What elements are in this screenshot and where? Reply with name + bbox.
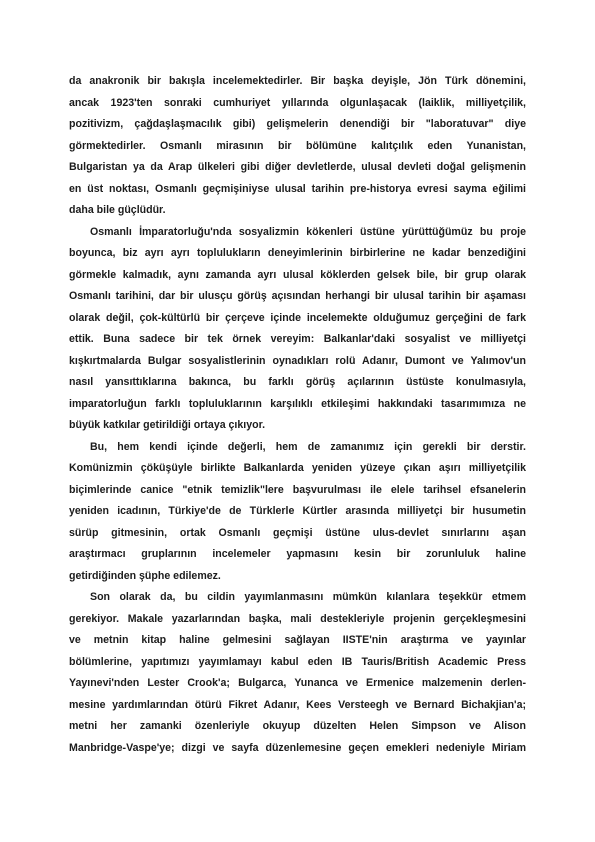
text-line: boyunca, biz ayrı ayrı toplulukların deneyimlerinin birbirlerine ne kadar benzediğini bbox=[69, 247, 526, 259]
text-line: ve metnin kitap haline gelmesini sağlayan IISTE'nin araştırma ve yayınlar bbox=[69, 634, 526, 646]
text-line: yeniden icadının, Türkiye'de de Türklerle Kürtler arasında milliyetçi bir husumetin bbox=[69, 505, 526, 517]
text-line: pozitivizm, çağdaşlaşmacılık gibi) gelişmelerin denendiği bir "laboratuvar" diye bbox=[69, 118, 526, 130]
text-line: büyük katkılar getirildiği ortaya çıkıyor. bbox=[69, 419, 266, 431]
text-line: gerekiyor. Makale yazarlarından başka, mali destekleriyle projenin gerçekleşmesini bbox=[69, 612, 526, 625]
paragraph bbox=[69, 437, 526, 588]
text-line: Komünizmin çöküşüyle birlikte Balkanlarda yeniden yüzeye çıkan aşırı milliyetçilik bbox=[69, 462, 526, 474]
text-line: nasıl yansıttıklarına bakınca, bu farklı görüş açılarının üstüste konulmasıyla, bbox=[69, 376, 526, 388]
text-line: görmekle kalmadık, aynı zamanda ayrı ulusal köklerden gelsek bile, bir grup olarak bbox=[69, 268, 526, 281]
text-line: Osmanlı İmparatorluğu'nda sosyalizmin kökenleri üstüne yürüttüğümüz bu proje bbox=[90, 225, 526, 238]
text-line: Bu, hem kendi içinde değerli, hem de zamanımız için gerekli bir derstir. bbox=[90, 440, 526, 453]
text-line: Yayınevi'nden Lester Crook'a; Bulgarca, Yunanca ve Ermenice malzemenin derlen- bbox=[69, 677, 526, 689]
text-line: araştırmacı gruplarının incelemeler yapmasını kesin bir zorunluluk haline bbox=[69, 548, 526, 560]
text-line: imparatorluğun farklı topluluklarının karşılıklı etkileşimi hakkındaki tasarımımıza ne bbox=[69, 397, 526, 410]
text-line: Manbridge-Vaspe'ye; dizgi ve sayfa düzenlemesine geçen emekleri nedeniyle Miriam bbox=[69, 741, 526, 754]
text-line: da anakronik bir bakışla incelemektedirler. Bir başka deyişle, Jön Türk dönemini, bbox=[69, 75, 526, 87]
paragraph bbox=[69, 587, 526, 759]
text-line: bölümlerine, yapıtımızı yayımlamayı kabul eden IB Tauris/British Academic Press bbox=[69, 655, 526, 668]
text-line: olarak değil, çok-kültürlü bir çerçeve içinde incelemekte olduğumuz gerçeğini de fark bbox=[69, 311, 526, 324]
text-line: en üst noktası, Osmanlı geçmişiniyse ulusal tarihin pre-historya evresi sayma eğilimi bbox=[69, 182, 526, 195]
text-line: sürüp gitmesinin, ortak Osmanlı geçmişi üstüne ulus-devlet sınırlarını aşan bbox=[69, 526, 526, 539]
text-line: biçimlerinde canice "etnik temizlik"lere başvurulması ile elele tarihsel efsanelerin bbox=[69, 483, 526, 496]
paragraph bbox=[69, 71, 526, 222]
paragraph bbox=[69, 222, 526, 437]
text-line: kışkırtmalarda Bulgar sosyalistlerinin oynadıkları rolü Adanır, Dumont ve Yalımov'un bbox=[69, 354, 526, 367]
text-line: metni her zamanki özenleriyle okuyup düzelten Helen Simpson ve Alison bbox=[69, 720, 526, 732]
text-line: görmektedirler. Osmanlı mirasının bir bölümüne kalıtçılık eden Yunanistan, bbox=[69, 139, 526, 152]
text-line: Bulgaristan ya da Arap ülkeleri gibi diğer devletlerde, ulusal devleti doğal gelişmenin bbox=[69, 161, 526, 173]
text-line: Son olarak da, bu cildin yayımlanmasını mümkün kılanlara teşekkür etmem bbox=[90, 591, 526, 603]
body-text bbox=[69, 71, 526, 759]
text-line: ettik. Buna sadece bir tek örnek vereyim: Balkanlar'daki sosyalist ve milliyetçi bbox=[69, 333, 526, 345]
text-line: mesine yardımlarından ötürü Fikret Adanır, Kees Versteegh ve Bernard Bichakjian'a; bbox=[69, 698, 526, 711]
text-line: Osmanlı tarihini, dar bir ulusçu görüş açısından herhangi bir ulusal tarihin bir aşaması bbox=[69, 290, 526, 302]
text-line: ancak 1923'ten sonraki cumhuriyet yıllarında olgunlaşacak (laiklik, milliyetçilik, bbox=[69, 96, 526, 109]
text-line: daha bile güçlüdür. bbox=[69, 204, 166, 216]
text-line: getirdiğinden şüphe edilemez. bbox=[69, 569, 221, 582]
